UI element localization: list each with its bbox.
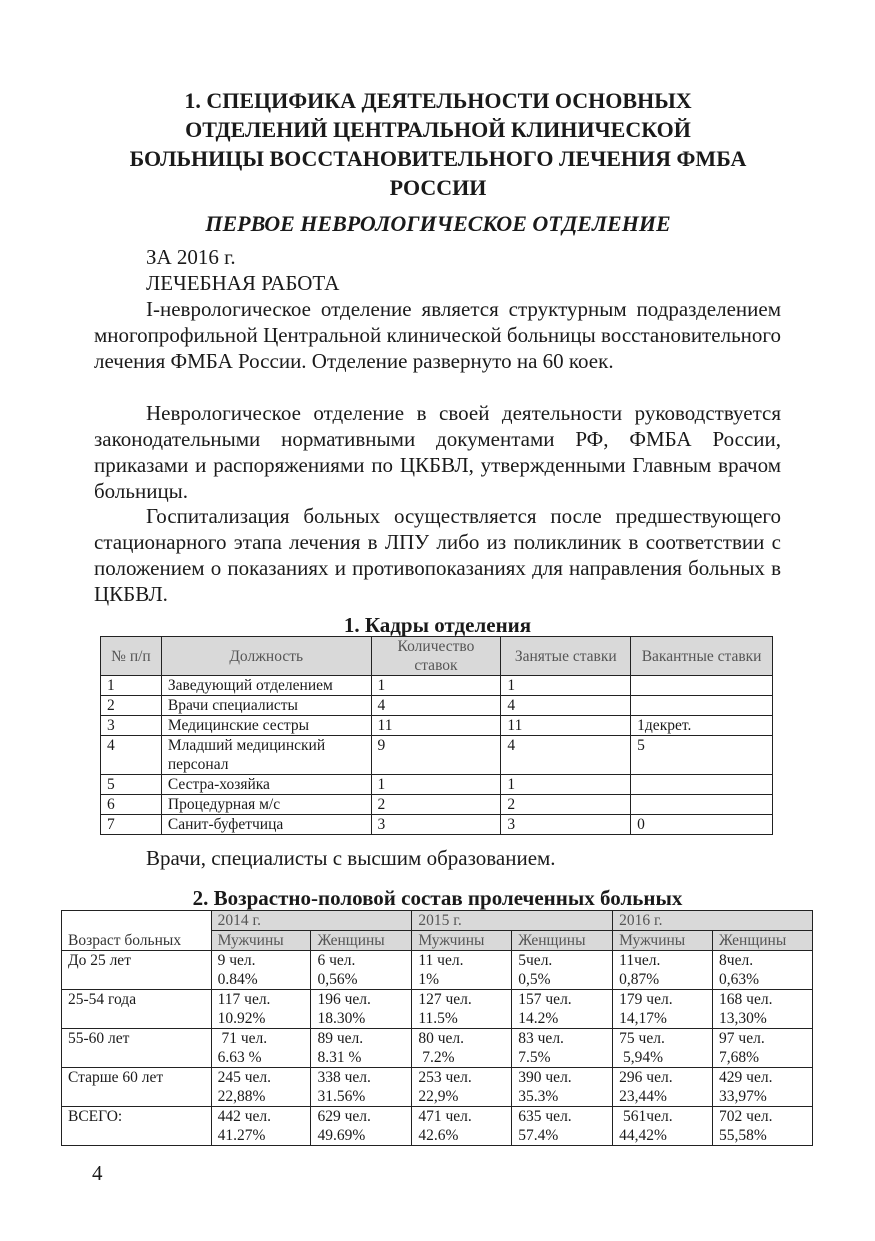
table-cell <box>713 1029 813 1068</box>
patient-count: 429 чел. <box>719 1069 773 1086</box>
paragraph-3: Госпитализация больных осуществляется после предшествующего стационарного этапа лечения в ЛПУ либо из поликлиник в соответствии с положением о показаниях и противопоказаниях для направления больных в ЦКБВЛ. <box>94 504 781 606</box>
table-cell <box>631 775 773 795</box>
patient-count: 338 чел. <box>317 1069 371 1086</box>
patient-count: 561чел. <box>619 1108 673 1125</box>
table-row <box>101 676 773 696</box>
title-line: ОТДЕЛЕНИЙ ЦЕНТРАЛЬНОЙ КЛИНИЧЕСКОЙ <box>185 117 691 142</box>
year-line: ЗА 2016 г. <box>146 245 236 269</box>
table-cell: 9 <box>371 736 501 775</box>
table-header-row <box>101 637 773 676</box>
table-cell: 4 <box>371 696 501 716</box>
table-cell <box>631 696 773 716</box>
table-cell: 5 <box>101 775 162 795</box>
patient-count: 390 чел. <box>518 1069 572 1086</box>
patient-count: 71 чел. <box>217 1030 268 1047</box>
table-row <box>62 1107 813 1146</box>
patient-percent: 0,63% <box>719 971 760 988</box>
table-cell <box>211 951 311 990</box>
patient-percent: 49.69% <box>317 1127 366 1144</box>
table-cell <box>713 990 813 1029</box>
patient-percent: 14,17% <box>619 1010 667 1027</box>
table1-caption: 1. Кадры отделения <box>343 613 532 637</box>
table-cell <box>412 1068 512 1107</box>
patient-percent: 6.63 % <box>217 1049 262 1066</box>
table2-caption: 2. Возрастно-половой состав пролеченных больных <box>192 886 683 910</box>
patient-count: 253 чел. <box>418 1069 472 1086</box>
table-cell <box>311 1029 412 1068</box>
section-line: ЛЕЧЕБНАЯ РАБОТА <box>146 271 340 295</box>
table-cell <box>613 990 713 1029</box>
table-cell: 3 <box>501 815 631 835</box>
patient-count: 157 чел. <box>518 991 572 1008</box>
table-cell: 1 <box>101 676 162 696</box>
table-cell <box>713 951 813 990</box>
table-row <box>101 716 773 736</box>
patient-percent: 31.56% <box>317 1088 366 1105</box>
table-cell: Процедурная м/с <box>161 795 371 815</box>
year-header: 2014 г. <box>211 911 412 931</box>
table-cell <box>211 1029 311 1068</box>
table-cell: Медицинские сестры <box>161 716 371 736</box>
table-cell: Младший медицинский персонал <box>161 736 371 775</box>
table-cell <box>311 990 412 1029</box>
patient-percent: 5,94% <box>619 1049 664 1066</box>
sex-header: Женщины <box>512 931 613 951</box>
patient-percent: 7.5% <box>518 1049 551 1066</box>
table-row <box>101 736 773 775</box>
table-cell: 2 <box>101 696 162 716</box>
table-cell <box>412 990 512 1029</box>
patient-count: 245 чел. <box>217 1069 272 1086</box>
patient-count: 442 чел. <box>217 1108 272 1125</box>
patient-percent: 23,44% <box>619 1088 667 1105</box>
patient-percent: 18.30% <box>317 1010 366 1027</box>
table-cell <box>412 1107 512 1146</box>
patient-count: 80 чел. <box>418 1030 465 1047</box>
table-cell <box>613 1107 713 1146</box>
table-row <box>101 815 773 835</box>
col-header: Должность <box>161 637 371 676</box>
col-header: Количество ставок <box>371 637 501 676</box>
patient-count: 127 чел. <box>418 991 472 1008</box>
patient-percent: 0.84% <box>217 971 258 988</box>
table-cell: 4 <box>501 696 631 716</box>
table-cell: Сестра-хозяйка <box>161 775 371 795</box>
patient-percent: 22,88% <box>217 1088 266 1105</box>
patient-count: 8чел. <box>719 952 754 969</box>
table-cell <box>631 795 773 815</box>
table-cell <box>713 1107 813 1146</box>
table-row <box>101 795 773 815</box>
patient-percent: 7,68% <box>719 1049 760 1066</box>
table-cell <box>512 1029 613 1068</box>
patient-count: 75 чел. <box>619 1030 665 1047</box>
title-line: БОЛЬНИЦЫ ВОССТАНОВИТЕЛЬНОГО ЛЕЧЕНИЯ ФМБА <box>129 146 747 171</box>
patient-percent: 35.3% <box>518 1088 559 1105</box>
year-header: 2016 г. <box>613 911 813 931</box>
age-sex-table-body <box>62 951 813 1146</box>
table-cell: Заведующий отделением <box>161 676 371 696</box>
patient-count: 83 чел. <box>518 1030 564 1047</box>
table-cell <box>211 1068 311 1107</box>
patient-count: 635 чел. <box>518 1108 572 1125</box>
table-cell <box>211 990 311 1029</box>
table-cell <box>613 951 713 990</box>
patient-percent: 41.27% <box>217 1127 266 1144</box>
patient-percent: 33,97% <box>719 1088 767 1105</box>
table-cell <box>311 1068 412 1107</box>
table-cell <box>311 951 412 990</box>
table-cell: 1 <box>371 676 501 696</box>
table-cell: 6 <box>101 795 162 815</box>
section-title <box>96 86 780 202</box>
paragraph-2: Неврологическое отделение в своей деятельности руководствуется законодательными нормативными документами РФ, ФМБА России, приказами и распоряжениями по ЦКБВЛ, утвержденными Главным врачом больницы. <box>94 401 781 503</box>
sex-header: Мужчины <box>412 931 512 951</box>
patient-count: 179 чел. <box>619 991 673 1008</box>
table-cell: 2 <box>371 795 501 815</box>
sex-header: Мужчины <box>211 931 311 951</box>
table-cell: 1 <box>501 775 631 795</box>
table-cell: 4 <box>101 736 162 775</box>
year-header: 2015 г. <box>412 911 613 931</box>
table-row <box>62 1029 813 1068</box>
table-cell: 2 <box>501 795 631 815</box>
table-cell: 3 <box>371 815 501 835</box>
patient-percent: 14.2% <box>518 1010 559 1027</box>
page-number: 4 <box>92 1161 103 1185</box>
table-cell <box>512 951 613 990</box>
table-cell <box>512 1068 613 1107</box>
age-group-cell: 25-54 года <box>62 990 212 1029</box>
patient-count: 471 чел. <box>418 1108 472 1125</box>
col-header: Вакантные ставки <box>631 637 773 676</box>
table-row <box>62 1068 813 1107</box>
table-row <box>62 990 813 1029</box>
paragraph-1: I-неврологическое отделение является структурным подразделением многопрофильной Центральной клинической больницы восстановительного лечения ФМБА России. Отделение развернуто на 60 коек. <box>94 297 781 373</box>
year-header-row <box>62 911 813 931</box>
table-cell <box>211 1107 311 1146</box>
department-subtitle: ПЕРВОЕ НЕВРОЛОГИЧЕСКОЕ ОТДЕЛЕНИЕ <box>205 211 671 236</box>
table-row <box>62 951 813 990</box>
patient-count: 168 чел. <box>719 991 773 1008</box>
patient-count: 196 чел. <box>317 991 371 1008</box>
patient-count: 5чел. <box>518 952 553 969</box>
table-cell: Врачи специалисты <box>161 696 371 716</box>
table-row <box>101 775 773 795</box>
patient-count: 11 чел. <box>418 952 464 969</box>
table-cell: 4 <box>501 736 631 775</box>
patient-count: 89 чел. <box>317 1030 364 1047</box>
table-cell: 11 <box>371 716 501 736</box>
table-cell: 1 <box>371 775 501 795</box>
patient-count: 11чел. <box>619 952 661 969</box>
table-cell <box>512 1107 613 1146</box>
table-row <box>101 696 773 716</box>
col-header: Занятые ставки <box>501 637 631 676</box>
age-group-cell: ВСЕГО: <box>62 1107 212 1146</box>
patient-count: 296 чел. <box>619 1069 673 1086</box>
patient-percent: 44,42% <box>619 1127 667 1144</box>
age-sex-table <box>61 910 813 1146</box>
table-cell: 1 <box>501 676 631 696</box>
patient-count: 629 чел. <box>317 1108 371 1125</box>
staff-table <box>100 636 773 835</box>
table-cell: 0 <box>631 815 773 835</box>
patient-percent: 0,5% <box>518 971 551 988</box>
table-cell <box>412 951 512 990</box>
table-cell: 3 <box>101 716 162 736</box>
age-group-cell: Старше 60 лет <box>62 1068 212 1107</box>
patient-percent: 7.2% <box>418 1049 455 1066</box>
table-cell: 11 <box>501 716 631 736</box>
staff-note: Врачи, специалисты с высшим образованием. <box>146 846 556 870</box>
patient-percent: 10.92% <box>217 1010 266 1027</box>
age-column-header: Возраст больных <box>62 911 212 951</box>
sex-header: Мужчины <box>613 931 713 951</box>
table-cell <box>412 1029 512 1068</box>
sex-header: Женщины <box>311 931 412 951</box>
table-cell <box>613 1068 713 1107</box>
patient-percent: 55,58% <box>719 1127 767 1144</box>
table-cell <box>713 1068 813 1107</box>
patient-count: 6 чел. <box>317 952 356 969</box>
title-line: 1. СПЕЦИФИКА ДЕЯТЕЛЬНОСТИ ОСНОВНЫХ <box>184 88 692 113</box>
sex-header: Женщины <box>713 931 813 951</box>
patient-percent: 1% <box>418 971 440 988</box>
patient-count: 702 чел. <box>719 1108 773 1125</box>
age-group-cell: 55-60 лет <box>62 1029 212 1068</box>
patient-percent: 42.6% <box>418 1127 459 1144</box>
table-cell <box>631 676 773 696</box>
table-cell <box>613 1029 713 1068</box>
patient-percent: 8.31 % <box>317 1049 362 1066</box>
table-cell: 5 <box>631 736 773 775</box>
patient-percent: 22,9% <box>418 1088 459 1105</box>
patient-percent: 11.5% <box>418 1010 458 1027</box>
patient-count: 9 чел. <box>217 952 256 969</box>
table-cell <box>512 990 613 1029</box>
table-cell: 1декрет. <box>631 716 773 736</box>
patient-percent: 0,87% <box>619 971 660 988</box>
patient-count: 97 чел. <box>719 1030 765 1047</box>
table-cell <box>311 1107 412 1146</box>
age-group-cell: До 25 лет <box>62 951 212 990</box>
title-line: РОССИИ <box>389 175 487 200</box>
patient-percent: 0,56% <box>317 971 358 988</box>
patient-count: 117 чел. <box>217 991 271 1008</box>
patient-percent: 57.4% <box>518 1127 559 1144</box>
table-cell: Санит-буфетчица <box>161 815 371 835</box>
patient-percent: 13,30% <box>719 1010 767 1027</box>
col-header: № п/п <box>101 637 162 676</box>
table-cell: 7 <box>101 815 162 835</box>
